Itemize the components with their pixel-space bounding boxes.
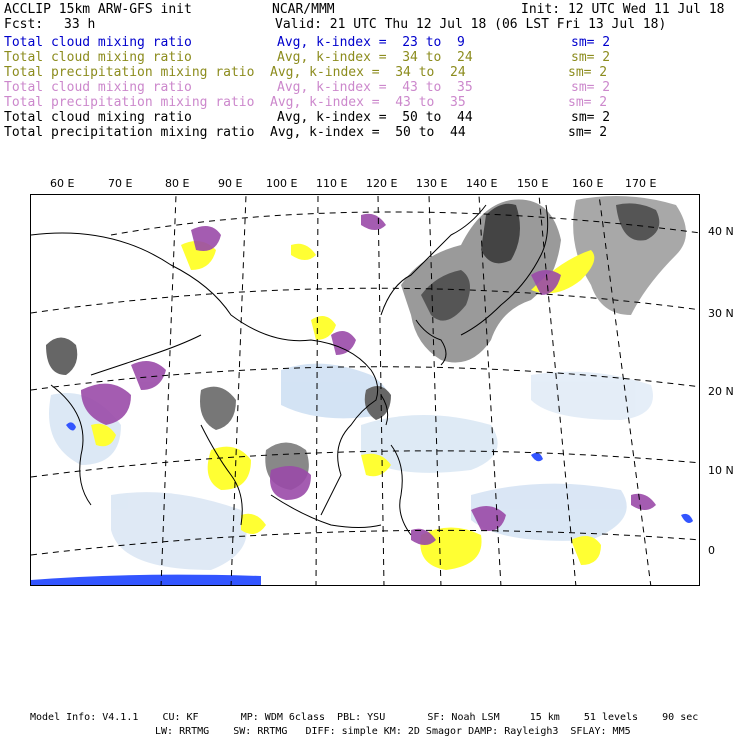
light-cloud-patch — [111, 492, 247, 570]
purple-cloud-patch — [270, 466, 311, 500]
longitude-label: 70 E — [108, 177, 133, 190]
init-time: Init: 12 UTC Wed 11 Jul 18 — [521, 2, 725, 17]
longitude-label: 80 E — [165, 177, 190, 190]
blue-cloud-patch — [31, 575, 261, 586]
field-smoothing: sm= 2 — [571, 80, 611, 95]
yellow-cloud-patch — [571, 536, 601, 565]
field-name: Total precipitation mixing ratio — [4, 95, 255, 110]
field-name: Total cloud mixing ratio — [4, 50, 192, 65]
light-cloud-layer — [49, 364, 653, 570]
field-name: Total cloud mixing ratio — [4, 110, 192, 125]
field-avg: Avg, k-index = 43 to 35 — [270, 95, 466, 110]
latitude-label: 40 N — [708, 225, 734, 238]
valid-time: Valid: 21 UTC Thu 12 Jul 18 (06 LST Fri 13 Jul 18) — [275, 17, 667, 32]
forecast-label: Fcst: — [4, 17, 44, 32]
longitude-label: 110 E — [316, 177, 348, 190]
field-smoothing: sm= 2 — [571, 110, 611, 125]
organization-label: NCAR/MMM — [272, 2, 335, 17]
longitude-label: 130 E — [416, 177, 448, 190]
longitude-label: 170 E — [625, 177, 657, 190]
purple-cloud-patch — [331, 331, 356, 355]
yellow-cloud-patch — [208, 447, 251, 490]
blue-cloud-patch — [531, 453, 543, 462]
cloud-field-map — [31, 195, 700, 586]
gray-cloud-region — [46, 338, 77, 376]
purple-cloud-patch — [631, 494, 656, 510]
map-panel — [30, 194, 700, 586]
longitude-label: 90 E — [218, 177, 243, 190]
longitude-label: 160 E — [572, 177, 604, 190]
longitude-label: 60 E — [50, 177, 75, 190]
field-name: Total cloud mixing ratio — [4, 80, 192, 95]
yellow-cloud-patch — [241, 514, 266, 534]
latitude-label: 20 N — [708, 385, 734, 398]
model-info-line-1: Model Info: V4.1.1 CU: KF MP: WDM 6class PBL: YSU SF: Noah LSM 15 km 51 levels 90 sec — [30, 712, 699, 723]
field-smoothing: sm= 2 — [571, 35, 611, 50]
field-avg: Avg, k-index = 34 to 24 — [277, 50, 473, 65]
forecast-hours: 33 h — [64, 17, 96, 32]
field-smoothing: sm= 2 — [568, 65, 608, 80]
field-avg: Avg, k-index = 50 to 44 — [270, 125, 466, 140]
light-cloud-patch — [531, 372, 653, 420]
model-info-line-2: LW: RRTMG SW: RRTMG DIFF: simple KM: 2D Smagor DAMP: Rayleigh3 SFLAY: MM5 — [155, 726, 631, 737]
latitude-label: 30 N — [708, 307, 734, 320]
longitude-label: 120 E — [366, 177, 398, 190]
latitude-label: 10 N — [708, 464, 734, 477]
longitude-label: 150 E — [517, 177, 549, 190]
blue-cloud-patch — [681, 514, 693, 523]
latitude-label: 0 — [708, 544, 715, 557]
longitude-label: 100 E — [266, 177, 298, 190]
field-name: Total precipitation mixing ratio — [4, 125, 255, 140]
gray-cloud-region — [200, 387, 236, 430]
longitude-label: 140 E — [466, 177, 498, 190]
yellow-cloud-patch — [291, 244, 316, 260]
field-avg: Avg, k-index = 50 to 44 — [277, 110, 473, 125]
field-name: Total cloud mixing ratio — [4, 35, 192, 50]
field-avg: Avg, k-index = 23 to 9 — [277, 35, 465, 50]
field-smoothing: sm= 2 — [568, 95, 608, 110]
purple-cloud-patch — [361, 214, 386, 230]
field-smoothing: sm= 2 — [568, 125, 608, 140]
purple-cloud-patch — [191, 226, 221, 251]
field-smoothing: sm= 2 — [571, 50, 611, 65]
field-name: Total precipitation mixing ratio — [4, 65, 255, 80]
plot-title: ACCLIP 15km ARW-GFS init — [4, 2, 192, 17]
purple-cloud-patch — [131, 361, 166, 390]
field-avg: Avg, k-index = 34 to 24 — [270, 65, 466, 80]
field-avg: Avg, k-index = 43 to 35 — [277, 80, 473, 95]
